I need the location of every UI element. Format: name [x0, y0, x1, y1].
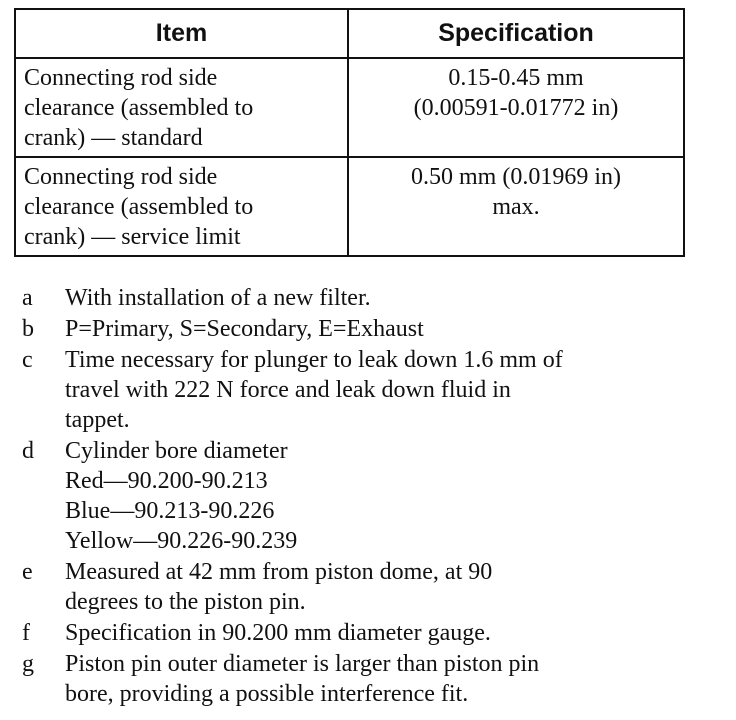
- footnote-line: Time necessary for plunger to leak down 1.6 mm of: [65, 347, 563, 373]
- footnote-text: [65, 649, 722, 709]
- footnote-line: travel with 222 N force and leak down fluid in: [65, 377, 511, 403]
- cell-line: (0.00591-0.01772 in): [413, 95, 619, 121]
- cell-line: clearance (assembled to: [24, 194, 254, 220]
- table-header-row: [15, 9, 684, 58]
- footnote-line: Red—90.200-90.213: [65, 468, 268, 494]
- footnote-letter: b: [22, 316, 34, 342]
- column-header-item: Item: [15, 9, 348, 58]
- footnote-line: Yellow—90.226-90.239: [65, 528, 298, 554]
- footnote-item: [22, 557, 722, 617]
- footnote-line: Measured at 42 mm from piston dome, at 90: [65, 559, 493, 585]
- footnote-text: [65, 345, 722, 435]
- footnote-item: [22, 283, 722, 313]
- table-row: [15, 157, 684, 256]
- footnote-line: degrees to the piston pin.: [65, 589, 306, 615]
- footnote-letter: c: [22, 347, 33, 373]
- footnote-letter: f: [22, 620, 30, 646]
- cell-line: crank) — standard: [24, 125, 203, 151]
- footnote-text: [65, 314, 722, 344]
- footnote-letter: d: [22, 438, 34, 464]
- footnote-letter: a: [22, 285, 33, 311]
- footnote-text: [65, 618, 722, 648]
- footnotes-list: [22, 283, 722, 710]
- cell-line: max.: [492, 194, 540, 220]
- table-cell-specification: [348, 58, 684, 157]
- specification-table: [14, 8, 685, 257]
- footnote-item: [22, 345, 722, 435]
- footnote-text: [65, 436, 722, 556]
- footnote-text: [65, 283, 722, 313]
- footnote-letter: e: [22, 559, 33, 585]
- cell-line: clearance (assembled to: [24, 95, 254, 121]
- table-row: [15, 58, 684, 157]
- footnote-line: Cylinder bore diameter: [65, 438, 288, 464]
- column-header-specification: Specification: [348, 9, 684, 58]
- footnote-item: [22, 618, 722, 648]
- footnote-item: [22, 314, 722, 344]
- footnote-letter: g: [22, 651, 34, 677]
- cell-line: 0.50 mm (0.01969 in): [411, 164, 621, 190]
- footnote-line: P=Primary, S=Secondary, E=Exhaust: [65, 316, 424, 342]
- cell-line: crank) — service limit: [24, 224, 241, 250]
- table-cell-item: [15, 58, 348, 157]
- footnote-text: [65, 557, 722, 617]
- footnote-item: [22, 649, 722, 709]
- cell-line: Connecting rod side: [24, 65, 218, 91]
- cell-line: 0.15-0.45 mm: [448, 65, 584, 91]
- footnote-line: Piston pin outer diameter is larger than piston pin: [65, 651, 540, 677]
- footnote-line: Blue—90.213-90.226: [65, 498, 275, 524]
- cell-line: Connecting rod side: [24, 164, 218, 190]
- table-cell-item: [15, 157, 348, 256]
- footnote-line: Specification in 90.200 mm diameter gauge.: [65, 620, 491, 646]
- table-cell-specification: [348, 157, 684, 256]
- footnote-line: With installation of a new filter.: [65, 285, 371, 311]
- footnote-item: [22, 436, 722, 556]
- footnote-line: bore, providing a possible interference fit.: [65, 681, 469, 707]
- footnote-line: tappet.: [65, 407, 130, 433]
